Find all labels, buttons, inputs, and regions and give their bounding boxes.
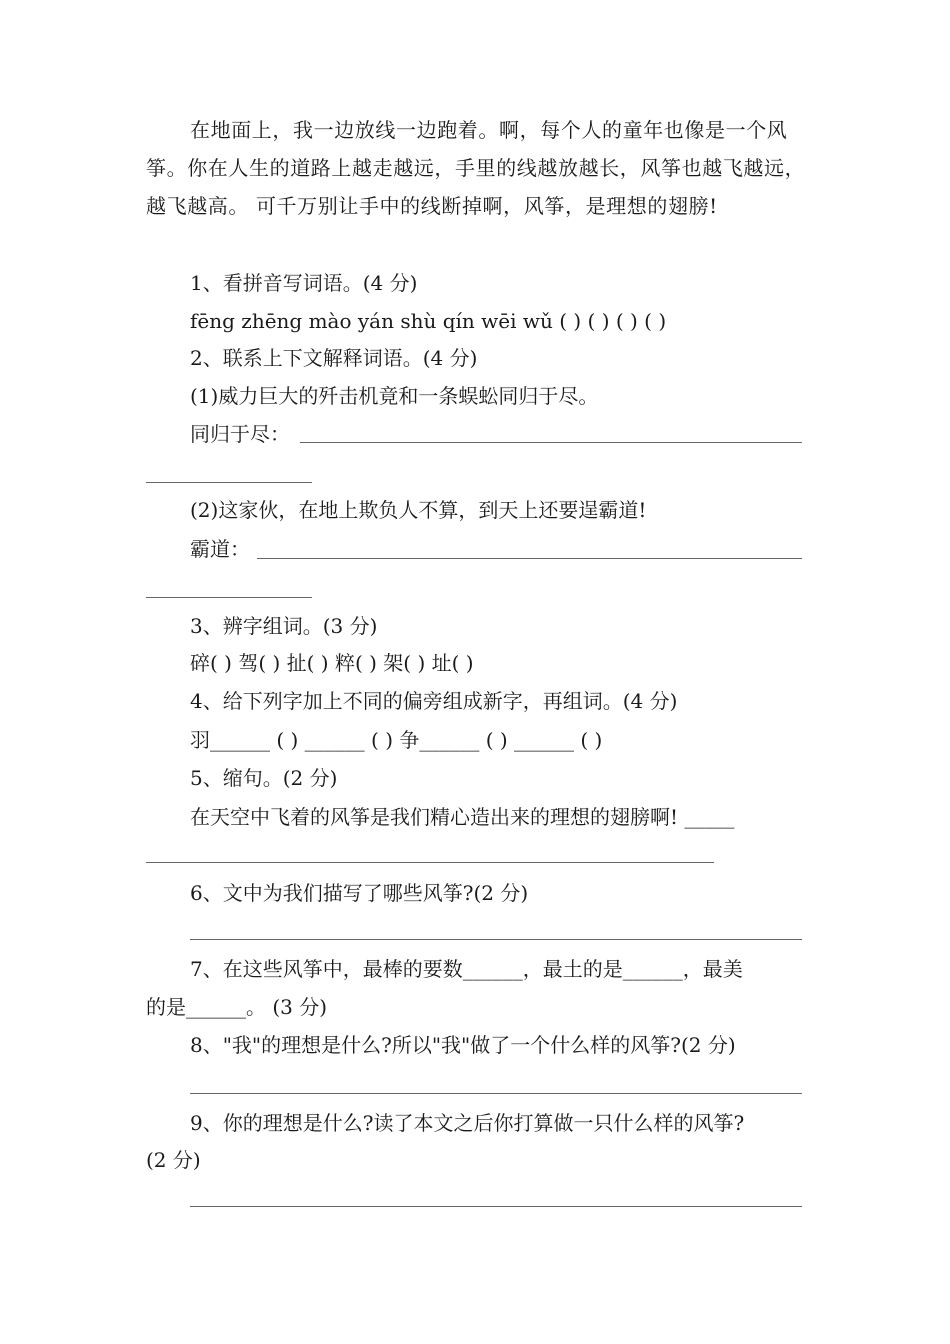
q2-sentence-2: (2)这家伙，在地上欺负人不算，到天上还要逞霸道! — [190, 498, 647, 522]
q3-title: 3、辨字组词。(3 分) — [190, 614, 378, 638]
q6-title: 6、文中为我们描写了哪些风筝?(2 分) — [190, 881, 529, 905]
q4-items: 羽______ ( ) ______ ( ) 争______ ( ) ______ ( ) — [190, 728, 603, 752]
q9-line-2: (2 分) — [146, 1148, 201, 1172]
q1-title: 1、看拼音写词语。(4 分) — [190, 271, 418, 295]
q3-chars: 碎( ) 驾( ) 扯( ) 粹( ) 架( ) 址( ) — [190, 651, 474, 675]
q2-title: 2、联系上下文解释词语。(4 分) — [190, 346, 478, 370]
q8-title: 8、"我"的理想是什么?所以"我"做了一个什么样的风筝?(2 分) — [190, 1033, 736, 1057]
q9-line-1: 9、你的理想是什么?读了本文之后你打算做一只什么样的风筝? — [190, 1111, 745, 1135]
q4-title: 4、给下列字加上不同的偏旁组成新字，再组词。(4 分) — [190, 689, 678, 713]
answer-line[interactable] — [190, 939, 802, 940]
answer-line[interactable] — [257, 558, 802, 559]
q2-label-2: 霸道： — [190, 537, 250, 561]
q7-line-1: 7、在这些风筝中，最棒的要数______，最土的是______，最美 — [190, 957, 743, 981]
q5-title: 5、缩句。(2 分) — [190, 766, 338, 790]
answer-line[interactable] — [190, 1206, 802, 1207]
answer-line[interactable] — [146, 862, 714, 863]
q2-sentence-1: (1)威力巨大的歼击机竟和一条蜈蚣同归于尽。 — [190, 384, 599, 408]
answer-line[interactable] — [146, 597, 312, 598]
q5-sentence: 在天空中飞着的风筝是我们精心造出来的理想的翅膀啊! _____ — [190, 805, 735, 829]
q7-line-2: 的是______。 (3 分) — [146, 995, 328, 1019]
answer-line[interactable] — [146, 482, 312, 483]
answer-line[interactable] — [190, 1093, 802, 1094]
q1-pinyin: fēng zhēng mào yán shù qín wēi wǔ ( ) ( ) ( ) ( ) — [190, 309, 667, 333]
passage-paragraph: 在地面上，我一边放线一边跑着。啊，每个人的童年也像是一个风筝。你在人生的道路上越走越远，手里的线越放越长，风筝也越飞越远，越飞越高。 可千万别让手中的线断掉啊，风筝，是理想的翅膀! — [146, 118, 806, 218]
q2-label-1: 同归于尽： — [190, 422, 290, 446]
answer-line[interactable] — [300, 442, 802, 443]
